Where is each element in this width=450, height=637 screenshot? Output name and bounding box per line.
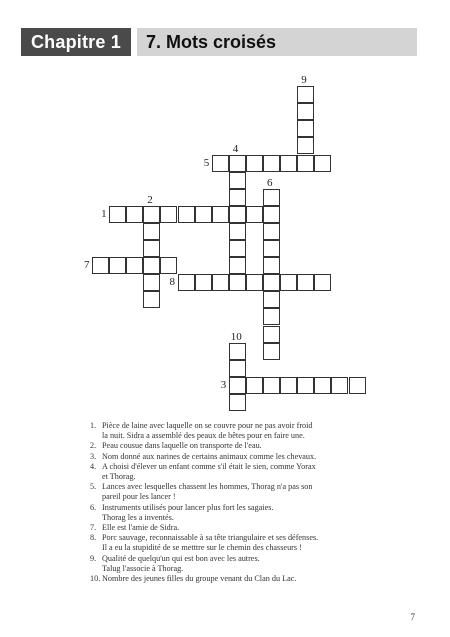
clue-item-text: Nom donné aux narines de certains animaux comme les chevaux. [102, 451, 317, 461]
clue-item [90, 452, 400, 462]
clue-item [90, 482, 400, 502]
clue-item-text-continued: Il a eu la stupidité de se metttre sur le chemin des chasseurs ! [102, 543, 302, 553]
crossword-cell[interactable] [229, 274, 246, 291]
crossword-cell[interactable] [297, 377, 314, 394]
clue-item-text: Elle est l'amie de Sidra. [102, 523, 180, 533]
clue-item-number: 9. [90, 553, 97, 563]
clue-number-label: 9 [301, 74, 307, 87]
crossword-cell[interactable] [349, 377, 366, 394]
crossword-cell[interactable] [246, 155, 263, 172]
clue-item-number: 2. [90, 441, 97, 451]
clue-number-label: 2 [147, 193, 153, 206]
clue-item [90, 421, 400, 441]
crossword-cell[interactable] [263, 291, 280, 308]
crossword-cell[interactable] [109, 257, 126, 274]
clue-item [90, 441, 400, 451]
crossword-cell[interactable] [212, 155, 229, 172]
clue-item [90, 533, 400, 553]
crossword-cell[interactable] [314, 274, 331, 291]
clue-number-label: 5 [203, 156, 210, 169]
crossword-cell[interactable] [280, 155, 297, 172]
clue-list [90, 421, 400, 584]
crossword-cell[interactable] [143, 257, 160, 274]
crossword-cell[interactable] [246, 274, 263, 291]
crossword-cell[interactable] [229, 257, 246, 274]
page-number: 7 [410, 612, 415, 622]
crossword-cell[interactable] [263, 257, 280, 274]
clue-number-label: 10 [230, 330, 242, 343]
clue-number-label: 1 [101, 207, 107, 220]
clue-item-text: Instruments utilisés pour lancer plus fort les sagaies. [102, 502, 274, 512]
crossword-cell[interactable] [331, 377, 348, 394]
crossword-cell[interactable] [280, 377, 297, 394]
clue-item-text-continued: Thorag les a inventés. [102, 512, 174, 522]
clue-item-text: Qualité de quelqu'un qui est bon avec les autres. [102, 553, 260, 563]
crossword-cell[interactable] [263, 189, 280, 206]
clue-item-number: 8. [90, 533, 97, 543]
crossword-cell[interactable] [229, 360, 246, 377]
crossword-cell[interactable] [263, 223, 280, 240]
clue-item-number: 1. [90, 421, 97, 430]
crossword-cell[interactable] [109, 206, 126, 223]
crossword-cell[interactable] [297, 274, 314, 291]
clue-number-label: 6 [267, 176, 273, 189]
crossword-cell[interactable] [126, 257, 143, 274]
crossword-cell[interactable] [263, 343, 280, 360]
crossword-cell[interactable] [314, 155, 331, 172]
crossword-cell[interactable] [195, 206, 212, 223]
clue-number-label: 8 [169, 276, 175, 289]
crossword-cell[interactable] [178, 274, 195, 291]
clue-item-text: Lances avec lesquelles chassent les hommes, Thorag n'a pas son [102, 482, 313, 492]
crossword-cell[interactable] [143, 240, 160, 257]
clue-item-text: Pièce de laine avec laquelle on se couvre pour ne pas avoir froid [102, 421, 313, 430]
clue-item-number: 5. [90, 482, 97, 492]
crossword-cell[interactable] [160, 206, 177, 223]
clue-item-text-continued: la nuit. Sidra a assemblé des peaux de bêtes pour en faire une. [102, 431, 305, 441]
clue-item-text: Nombre des jeunes filles du groupe venant du Clan du Lac. [102, 574, 297, 584]
clue-item-number: 4. [90, 461, 97, 471]
crossword-cell[interactable] [229, 155, 246, 172]
clue-item-text-continued: et Thorag. [102, 472, 136, 482]
clue-item [90, 503, 400, 523]
clue-item-text-continued: pareil pour les lancer ! [102, 492, 176, 502]
crossword-cell[interactable] [229, 240, 246, 257]
clue-number-label: 3 [220, 378, 227, 391]
crossword-cell[interactable] [263, 308, 280, 325]
crossword-cell[interactable] [229, 206, 246, 223]
crossword-cell[interactable] [229, 223, 246, 240]
crossword-cell[interactable] [297, 155, 314, 172]
crossword-cell[interactable] [246, 206, 263, 223]
crossword-cell[interactable] [143, 223, 160, 240]
crossword-cell[interactable] [263, 155, 280, 172]
crossword-cell[interactable] [297, 137, 314, 154]
clue-item-text: Porc sauvage, reconnaissable à sa tête triangulaire et ses défenses. [102, 533, 319, 543]
crossword-cell[interactable] [178, 206, 195, 223]
crossword-cell[interactable] [229, 394, 246, 411]
crossword-cell[interactable] [143, 206, 160, 223]
clue-number-label: 7 [84, 259, 90, 272]
clue-item [90, 554, 400, 574]
clue-item [90, 574, 400, 584]
crossword-cell[interactable] [246, 377, 263, 394]
crossword-cell[interactable] [160, 257, 177, 274]
crossword-cell[interactable] [314, 377, 331, 394]
crossword-cell[interactable] [229, 343, 246, 360]
crossword-cell[interactable] [212, 274, 229, 291]
clue-item [90, 462, 400, 482]
crossword-cell[interactable] [229, 172, 246, 189]
crossword-cell[interactable] [229, 189, 246, 206]
crossword-cell[interactable] [126, 206, 143, 223]
clue-item-number: 6. [90, 502, 97, 512]
crossword-cell[interactable] [143, 274, 160, 291]
crossword-cell[interactable] [195, 274, 212, 291]
crossword-cell[interactable] [143, 291, 160, 308]
crossword-cell[interactable] [297, 86, 314, 103]
crossword-cell[interactable] [263, 274, 280, 291]
clue-number-label: 4 [232, 142, 239, 155]
crossword-cell[interactable] [229, 377, 246, 394]
clue-item-text-continued: Talug l'associe à Thorag. [102, 563, 184, 573]
crossword-cell[interactable] [92, 257, 109, 274]
clue-item-text: Peau cousue dans laquelle on transporte de l'eau. [102, 441, 262, 451]
clue-item-number: 10. [90, 574, 101, 584]
chapter-label: Chapitre 1 [21, 28, 131, 56]
clue-item-text: A choisi d'élever un enfant comme s'il était le sien, comme Yorax [102, 461, 316, 471]
clue-item [90, 523, 400, 533]
crossword-cell[interactable] [297, 103, 314, 120]
page-title: 7. Mots croisés [137, 28, 417, 56]
crossword-cell[interactable] [297, 120, 314, 137]
crossword-cell[interactable] [263, 326, 280, 343]
crossword-cell[interactable] [280, 274, 297, 291]
crossword-cell[interactable] [263, 240, 280, 257]
crossword-cell[interactable] [263, 206, 280, 223]
clue-item-number: 3. [90, 451, 97, 461]
crossword-cell[interactable] [263, 377, 280, 394]
crossword-cell[interactable] [212, 206, 229, 223]
clue-item-number: 7. [90, 523, 97, 533]
